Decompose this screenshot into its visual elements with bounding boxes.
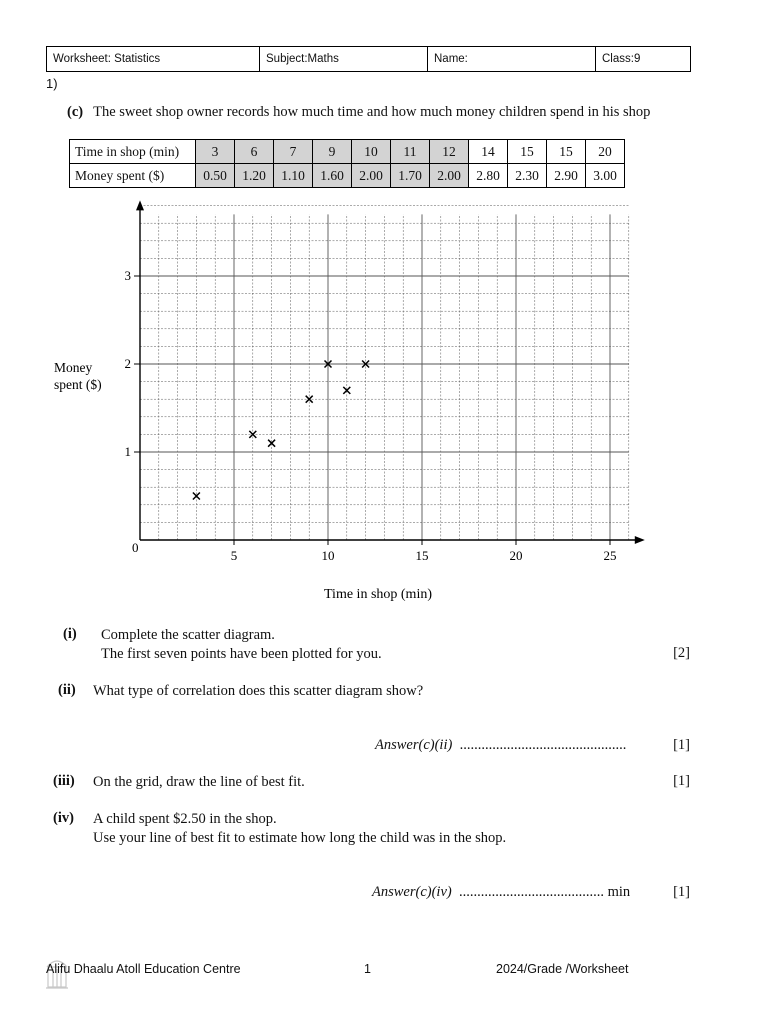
- chart-ticks: [125, 268, 617, 563]
- time-cell: 12: [430, 140, 469, 164]
- x-axis-arrow-icon: [635, 536, 645, 544]
- question-number: 1): [46, 76, 58, 91]
- x-tick-label: 5: [230, 548, 238, 563]
- time-cell: 11: [391, 140, 430, 164]
- money-cell: 0.50: [196, 164, 235, 188]
- question-iii-number: (iii): [53, 773, 75, 789]
- class-cell: Class:9: [596, 47, 691, 72]
- footer-school: Alifu Dhaalu Atoll Education Centre: [46, 962, 241, 976]
- answer-iv-line[interactable]: [372, 884, 630, 901]
- money-cell: 2.00: [430, 164, 469, 188]
- footer-reference: 2024/Grade /Worksheet: [496, 962, 629, 976]
- question-iv-line1: A child spent $2.50 in the shop.: [93, 811, 277, 827]
- chart-axes: [136, 200, 645, 544]
- y-axis-arrow-icon: [136, 200, 144, 210]
- time-cell: 15: [547, 140, 586, 164]
- answer-iv-unit: min: [607, 884, 631, 900]
- question-i-number: (i): [63, 626, 77, 642]
- time-cell: 20: [586, 140, 625, 164]
- x-axis-label: Time in shop (min): [324, 587, 432, 602]
- money-row: [70, 164, 625, 188]
- part-c-label: (c): [67, 104, 84, 120]
- y-axis-label-line2: spent ($): [54, 377, 102, 392]
- footer-page-number: 1: [364, 962, 371, 976]
- worksheet-title: Worksheet: Statistics: [47, 47, 260, 72]
- money-cell: 2.30: [508, 164, 547, 188]
- name-cell[interactable]: Name:: [428, 47, 596, 72]
- answer-iv-label: Answer(c)(iv): [372, 884, 452, 900]
- time-cell: 10: [352, 140, 391, 164]
- time-cell: 14: [469, 140, 508, 164]
- chart-grid: [140, 206, 629, 540]
- answer-ii-dots[interactable]: ..............................................: [459, 737, 627, 753]
- question-ii-mark: [1]: [673, 737, 690, 753]
- origin-label: 0: [132, 540, 139, 555]
- money-cell: 1.20: [235, 164, 274, 188]
- money-cell: 2.90: [547, 164, 586, 188]
- scatter-chart[interactable]: [40, 200, 660, 610]
- money-cell: 3.00: [586, 164, 625, 188]
- question-iv-number: (iv): [53, 810, 74, 826]
- money-row-label: Money spent ($): [70, 164, 196, 188]
- time-row: [70, 140, 625, 164]
- answer-ii-label: Answer(c)(ii): [375, 737, 453, 753]
- answer-ii-line[interactable]: [375, 737, 626, 754]
- y-tick-label: 2: [124, 356, 131, 371]
- question-iii-line1: On the grid, draw the line of best fit.: [93, 774, 305, 790]
- y-axis-label-line1: Money: [54, 360, 93, 375]
- data-table: [69, 139, 625, 188]
- header-table: [46, 46, 691, 72]
- time-cell: 9: [313, 140, 352, 164]
- question-ii-line1: What type of correlation does this scatter diagram show?: [93, 683, 424, 699]
- time-cell: 7: [274, 140, 313, 164]
- time-cell: 3: [196, 140, 235, 164]
- part-c-prompt: [67, 104, 650, 121]
- x-tick-label: 15: [415, 548, 429, 563]
- time-cell: 6: [235, 140, 274, 164]
- part-c-text: The sweet shop owner records how much time and how much money children spend in his shop: [93, 104, 651, 120]
- money-cell: 1.70: [391, 164, 430, 188]
- money-cell: 2.80: [469, 164, 508, 188]
- y-tick-label: 3: [124, 268, 131, 283]
- answer-iv-dots[interactable]: ........................................: [458, 884, 604, 900]
- subject-cell: Subject:Maths: [260, 47, 428, 72]
- x-tick-label: 20: [509, 548, 523, 563]
- y-tick-label: 1: [124, 444, 131, 459]
- question-i-line2: The first seven points have been plotted for you.: [101, 646, 382, 662]
- question-ii-number: (ii): [58, 682, 76, 698]
- question-iv-line2: Use your line of best fit to estimate how long the child was in the shop.: [93, 830, 507, 846]
- time-cell: 15: [508, 140, 547, 164]
- time-row-label: Time in shop (min): [70, 140, 196, 164]
- x-tick-label: 25: [603, 548, 617, 563]
- money-cell: 1.10: [274, 164, 313, 188]
- money-cell: 1.60: [313, 164, 352, 188]
- money-cell: 2.00: [352, 164, 391, 188]
- question-i-line1: Complete the scatter diagram.: [101, 627, 275, 643]
- question-i-mark: [2]: [673, 645, 690, 661]
- x-tick-label: 10: [321, 548, 335, 563]
- question-iii-mark: [1]: [673, 773, 690, 789]
- question-iv-mark: [1]: [673, 884, 690, 900]
